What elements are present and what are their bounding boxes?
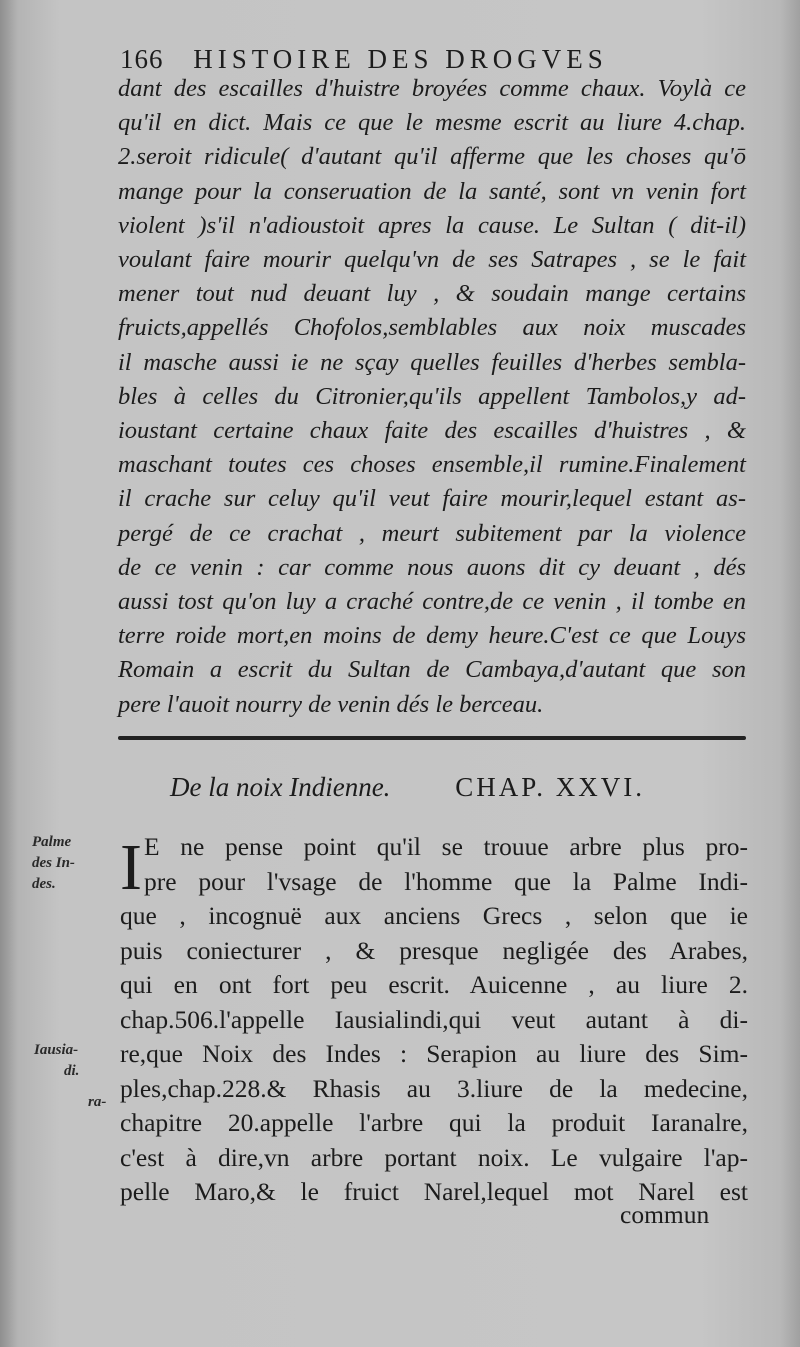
page-number: 166 (120, 44, 164, 74)
text-line: pere l'auoit nourry de venin dés le berceau. (118, 690, 544, 718)
text-line: re,que Noix des Indes : Serapion au liure des Sim- (120, 1039, 748, 1068)
text-line: mener tout nud deuant luy , & soudain mange certains (118, 280, 746, 308)
margin-note-iausia (34, 1040, 79, 1082)
text-line: bles à celles du Citronier,qu'ils appellent Tambolos,y ad- (118, 382, 746, 410)
running-header (120, 44, 720, 75)
section-divider (118, 736, 746, 740)
text-line: il crache sur celuy qu'il veut faire mourir,lequel estant as- (118, 485, 746, 513)
text-line: dant des escailles d'huistre broyées comme chaux. Voylà ce (118, 75, 746, 102)
margin-note-line: Palme (32, 834, 72, 850)
text-line: pre pour l'vsage de l'homme que la Palme Indi- (144, 866, 748, 896)
text-line: pergé de ce crachat , meurt subitement par la violence (118, 519, 746, 547)
text-line: que , incognuë aux anciens Grecs , selon que ie (120, 901, 748, 930)
text-line: terre roide mort,en moins de demy heure.C'est ce que Louys (118, 622, 746, 650)
italic-passage (118, 72, 746, 722)
text-line: mange pour la conseruation de la santé, sont vn venin fort (118, 177, 746, 205)
margin-note-fragment: ra- (88, 1094, 107, 1110)
text-line: il masche aussi ie ne sçay quelles feuilles d'herbes sembla- (118, 348, 746, 376)
chapter-title: De la noix Indienne. (170, 772, 391, 802)
text-line: Romain a escrit du Sultan de Cambaya,d'autant que son (118, 656, 746, 684)
chapter-heading (170, 772, 730, 803)
text-line: puis coniecturer , & presque negligée des Arabes, (120, 935, 748, 965)
margin-note-line: Iausia- (34, 1042, 79, 1058)
catchword: commun (620, 1200, 710, 1229)
text-line: maschant toutes ces choses ensemble,il rumine.Finalement (118, 451, 746, 479)
text-line: E ne pense point qu'il se trouue arbre plus pro- (144, 832, 748, 861)
text-line: chap.506.l'appelle Iausialindi,qui veut autant à di- (120, 1004, 748, 1034)
margin-note-line: di. (64, 1063, 80, 1079)
text-line: aussi tost qu'on luy a craché contre,de ce venin , il tombe en (118, 588, 746, 616)
text-line: ples,chap.228.& Rhasis au 3.liure de la medecine, (120, 1073, 748, 1103)
text-line: qu'il en dict. Mais ce que le mesme escrit au liure 4.chap. (118, 109, 746, 137)
text-line: violent )s'il n'adioustoit apres la cause. Le Sultan ( dit-il) (118, 211, 746, 239)
margin-note-line: des In- (32, 855, 75, 871)
running-title: HISTOIRE DES DROGVES (193, 44, 608, 74)
margin-note-line: des. (32, 876, 56, 892)
text-line: fruicts,appellés Chofolos,semblables aux noix muscades (118, 314, 746, 342)
text-line: voulant faire mourir quelqu'vn de ses Satrapes , se le fait (118, 246, 746, 274)
chapter-number: CHAP. XXVI. (455, 772, 645, 802)
margin-note-palme (32, 832, 75, 895)
text-line: c'est à dire,vn arbre portant noix. Le vulgaire l'ap- (120, 1142, 748, 1172)
text-line: ioustant certaine chaux faite des escailles d'huistres , & (118, 417, 746, 445)
drop-cap: I (120, 831, 142, 904)
text-line: chapitre 20.appelle l'arbre qui la produit Iaranalre, (120, 1108, 748, 1137)
text-line: 2.seroit ridicule( d'autant qu'il afferme que les choses qu'ō (118, 143, 746, 171)
text-line: pelle Maro,& le fruict Narel,lequel mot Narel est (120, 1177, 748, 1206)
text-line: qui en ont fort peu escrit. Auicenne , au liure 2. (120, 970, 748, 999)
text-line: de ce venin : car comme nous auons dit cy deuant , dés (118, 553, 746, 581)
chapter-body (120, 830, 748, 1210)
